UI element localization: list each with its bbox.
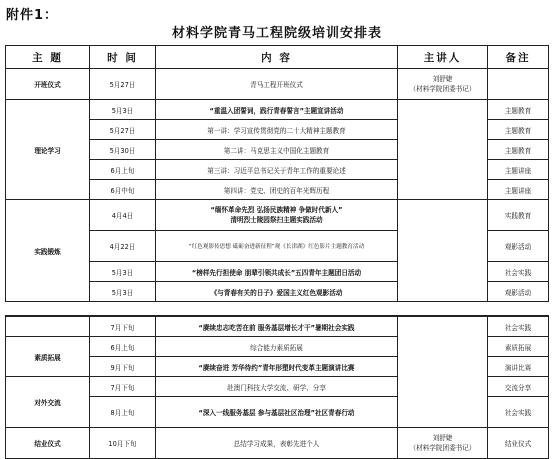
- note-cell: 主题讲座: [488, 160, 549, 180]
- time-cell: 9月下旬: [90, 357, 156, 377]
- note-cell: 素质拓展: [488, 337, 549, 357]
- topic-cell: [6, 316, 90, 337]
- note-cell: 观影活动: [488, 231, 549, 262]
- content-cell: 第二讲：马克思主义中国化主题教育: [156, 140, 398, 160]
- time-cell: 7月下旬: [90, 377, 156, 397]
- content-cell: “榜样先行担使命 朋辈引领共成长”五四青年主题团日活动: [156, 262, 398, 282]
- speaker-title: （材料学院团委书记）: [409, 85, 476, 93]
- time-cell: 4月22日: [90, 231, 156, 262]
- header-topic: 主 题: [6, 46, 90, 69]
- header-speaker: 主讲人: [398, 46, 488, 69]
- content-cell: [156, 200, 398, 231]
- content-cell: “深入一线服务基层 参与基层社区治理”社区青春行动: [156, 397, 398, 428]
- header-note: 备注: [488, 46, 549, 69]
- topic-cell: 理论学习: [6, 100, 90, 200]
- note-cell: 结业仪式: [488, 428, 549, 459]
- table-row: [6, 69, 549, 100]
- speaker-cell: [398, 428, 488, 459]
- time-cell: 5月27日: [90, 69, 156, 100]
- header-content: 内 容: [156, 46, 398, 69]
- time-cell: 5月3日: [90, 100, 156, 120]
- note-cell: 主题讲座: [488, 180, 549, 200]
- content-cell: “赓续奋进 芳华待约”青年形塑时代变革主题演讲比赛: [156, 357, 398, 377]
- content-cell: 总结学习成果，表彰先进个人: [156, 428, 398, 459]
- table-row: [6, 428, 549, 459]
- note-cell: [488, 69, 549, 100]
- table-row: [6, 316, 549, 337]
- schedule-table-part2: [5, 315, 549, 459]
- speaker-title: （材料学院团委书记）: [409, 444, 476, 452]
- note-cell: 社会实践: [488, 262, 549, 282]
- content-cell: 赴澳门科技大学交流、研学、分享: [156, 377, 398, 397]
- header-time: 时 间: [90, 46, 156, 69]
- content-line-2: 清明烈士陵园祭扫主题实践活动: [230, 216, 323, 224]
- note-cell: 主题教育: [488, 120, 549, 140]
- speaker-cell: [398, 69, 488, 100]
- time-cell: 10月下旬: [90, 428, 156, 459]
- time-cell: 4月4日: [90, 200, 156, 231]
- header-row: [6, 46, 549, 69]
- time-cell: 5月3日: [90, 282, 156, 302]
- note-cell: 实践教育: [488, 200, 549, 231]
- topic-cell: 开班仪式: [6, 69, 90, 100]
- content-cell: 第一讲：学习宣传贯彻党的二十大精神主题教育: [156, 120, 398, 140]
- speaker-cell: [398, 200, 488, 302]
- time-cell: 8月上旬: [90, 397, 156, 428]
- topic-cell: 对外交流: [6, 377, 90, 428]
- content-cell: 第四讲：党史、团史的百年光辉历程: [156, 180, 398, 200]
- table-row: [6, 100, 549, 120]
- time-cell: 6月上旬: [90, 160, 156, 180]
- content-cell: 《与青春有关的日子》爱国主义红色观影活动: [156, 282, 398, 302]
- note-cell: 社会实践: [488, 397, 549, 428]
- content-cell: “红色观影传思想 砥砺奋进新征程”观《长津湖》红色影片主题教育活动: [156, 231, 398, 262]
- speaker-name: 刘舒婕: [432, 75, 453, 83]
- content-cell: 综合能力素质拓展: [156, 337, 398, 357]
- time-cell: 5月27日: [90, 120, 156, 140]
- speaker-name: 刘舒婕: [432, 434, 453, 442]
- content-cell: 青马工程开班仪式: [156, 69, 398, 100]
- time-cell: 5月3日: [90, 262, 156, 282]
- note-cell: 社会实践: [488, 316, 549, 337]
- topic-cell: 实践锻炼: [6, 200, 90, 302]
- time-cell: 6月上旬: [90, 337, 156, 357]
- content-cell: 第三讲：习近平总书记关于青年工作的重要论述: [156, 160, 398, 180]
- content-cell: “重温入团誓词，践行青春誓言”主题宣讲活动: [156, 100, 398, 120]
- speaker-cell: [398, 316, 488, 428]
- document-title: 材料学院青马工程院级培训安排表: [171, 26, 382, 41]
- content-cell: “赓续忠志吃苦在前 服务基层增长才干”暑期社会实践: [156, 316, 398, 337]
- attachment-label: 附件1：: [6, 8, 59, 23]
- note-cell: 交流分享: [488, 377, 549, 397]
- note-cell: 主题教育: [488, 140, 549, 160]
- topic-cell: 素质拓展: [6, 337, 90, 377]
- note-cell: 主题教育: [488, 100, 549, 120]
- schedule-table-part1: [5, 45, 549, 302]
- speaker-cell: [398, 100, 488, 200]
- note-cell: 观影活动: [488, 282, 549, 302]
- content-line-1: “缅怀革命先烈 弘扬民族精神 争做时代新人”: [210, 206, 343, 214]
- time-cell: 6月中旬: [90, 180, 156, 200]
- table-row: [6, 200, 549, 231]
- time-cell: 7月下旬: [90, 316, 156, 337]
- topic-cell: 结业仪式: [6, 428, 90, 459]
- note-cell: 演讲比赛: [488, 357, 549, 377]
- time-cell: 5月30日: [90, 140, 156, 160]
